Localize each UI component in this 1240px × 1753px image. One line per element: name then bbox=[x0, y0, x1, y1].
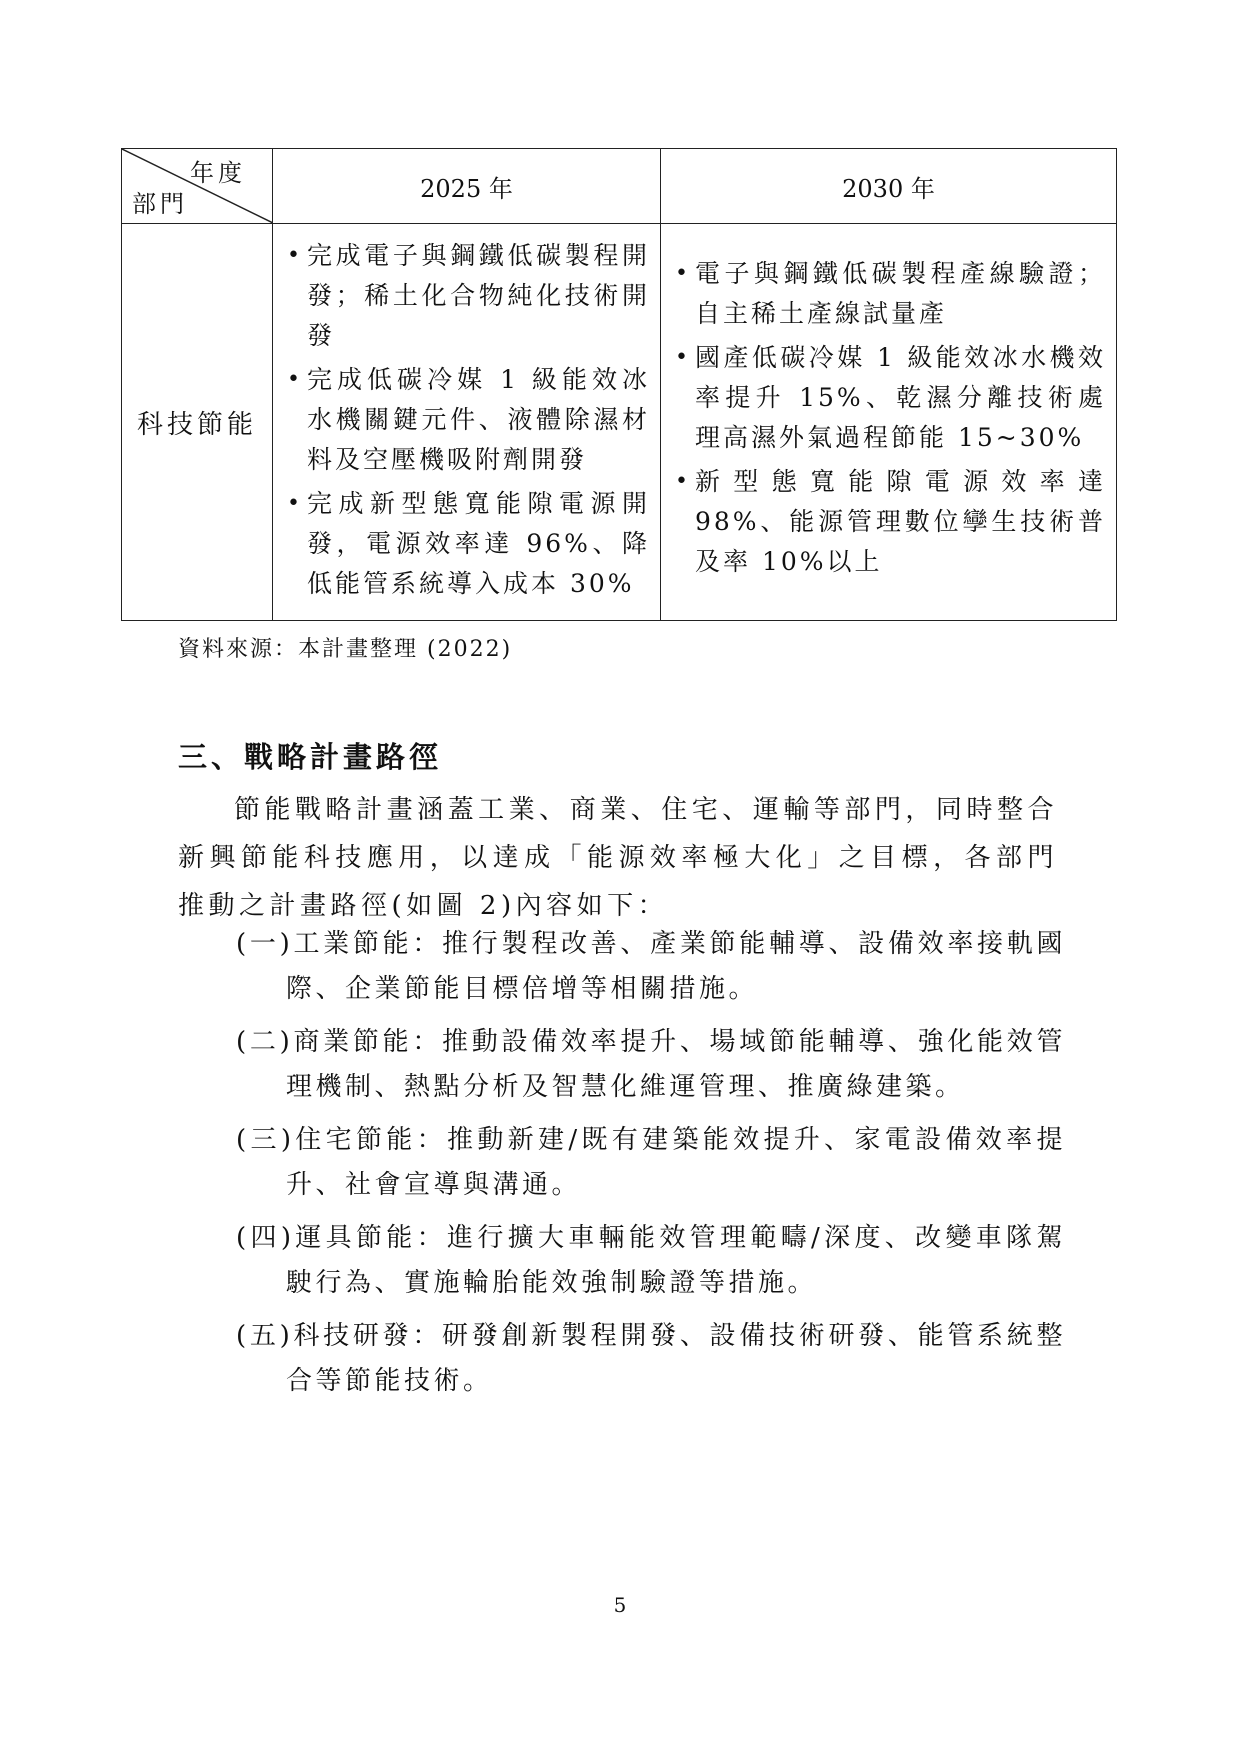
table-header-row bbox=[122, 149, 1117, 224]
list-item: • 完成新型態寬能隙電源開發，電源效率達 96%、降低能管系統導入成本 30% bbox=[285, 484, 650, 604]
list-item: (五)科技研發：研發創新製程開發、設備技術研發、能管系統整合等節能技術。 bbox=[236, 1321, 1066, 1396]
list-item: (二)商業節能：推動設備效率提升、場域節能輔導、強化能效管理機制、熱點分析及智慧化維運管理、推廣綠建築。 bbox=[236, 1027, 1066, 1102]
table-source-note: 資料來源：本計畫整理 (2022) bbox=[178, 637, 513, 662]
header-2030: 2030 年 bbox=[661, 149, 1117, 224]
list-item: • 完成低碳冷媒 1 級能效冰水機關鍵元件、液體除濕材料及空壓機吸附劑開發 bbox=[285, 360, 650, 480]
table-row bbox=[122, 224, 1117, 621]
list-item: • 電子與鋼鐵低碳製程產線驗證；自主稀土產線試量產 bbox=[673, 254, 1106, 334]
list-item: • 完成電子與鋼鐵低碳製程開發；稀土化合物純化技術開發 bbox=[285, 236, 650, 356]
list-item: (一)工業節能：推行製程改善、產業節能輔導、設備效率接軌國際、企業節能目標倍增等相關措施。 bbox=[236, 929, 1066, 1004]
header-2025: 2025 年 bbox=[273, 149, 661, 224]
section-intro-paragraph: 節能戰略計畫涵蓋工業、商業、住宅、運輸等部門，同時整合新興節能科技應用，以達成「能源效率極大化」之目標，各部門推動之計畫路徑(如圖 2)內容如下： bbox=[178, 795, 1058, 921]
cell-2030 bbox=[661, 224, 1117, 621]
list-item: • 國產低碳冷媒 1 級能效冰水機效率提升 15%、乾濕分離技術處理高濕外氣過程節能 15~30% bbox=[673, 338, 1106, 458]
header-year-label: 年度 bbox=[190, 159, 246, 187]
list-item: (三)住宅節能：推動新建/既有建築能效提升、家電設備效率提升、社會宣導與溝通。 bbox=[236, 1125, 1066, 1200]
sector-cell: 科技節能 bbox=[122, 224, 273, 621]
diagonal-header-cell bbox=[122, 149, 273, 224]
header-sector-label: 部門 bbox=[132, 190, 188, 218]
page-number: 5 bbox=[613, 1593, 627, 1617]
sector-path-list bbox=[236, 922, 1066, 1412]
bullet-list-2030 bbox=[661, 246, 1116, 598]
bullet-list-2025 bbox=[273, 224, 660, 620]
section-heading: 三、戰略計畫路徑 bbox=[178, 740, 443, 774]
list-item: • 新型態寬能隙電源效率達 98%、能源管理數位孿生技術普及率 10%以上 bbox=[673, 462, 1106, 582]
cell-2025 bbox=[273, 224, 661, 621]
plan-table bbox=[121, 148, 1117, 621]
list-item: (四)運具節能：進行擴大車輛能效管理範疇/深度、改變車隊駕駛行為、實施輪胎能效強制驗證等措施。 bbox=[236, 1223, 1066, 1298]
